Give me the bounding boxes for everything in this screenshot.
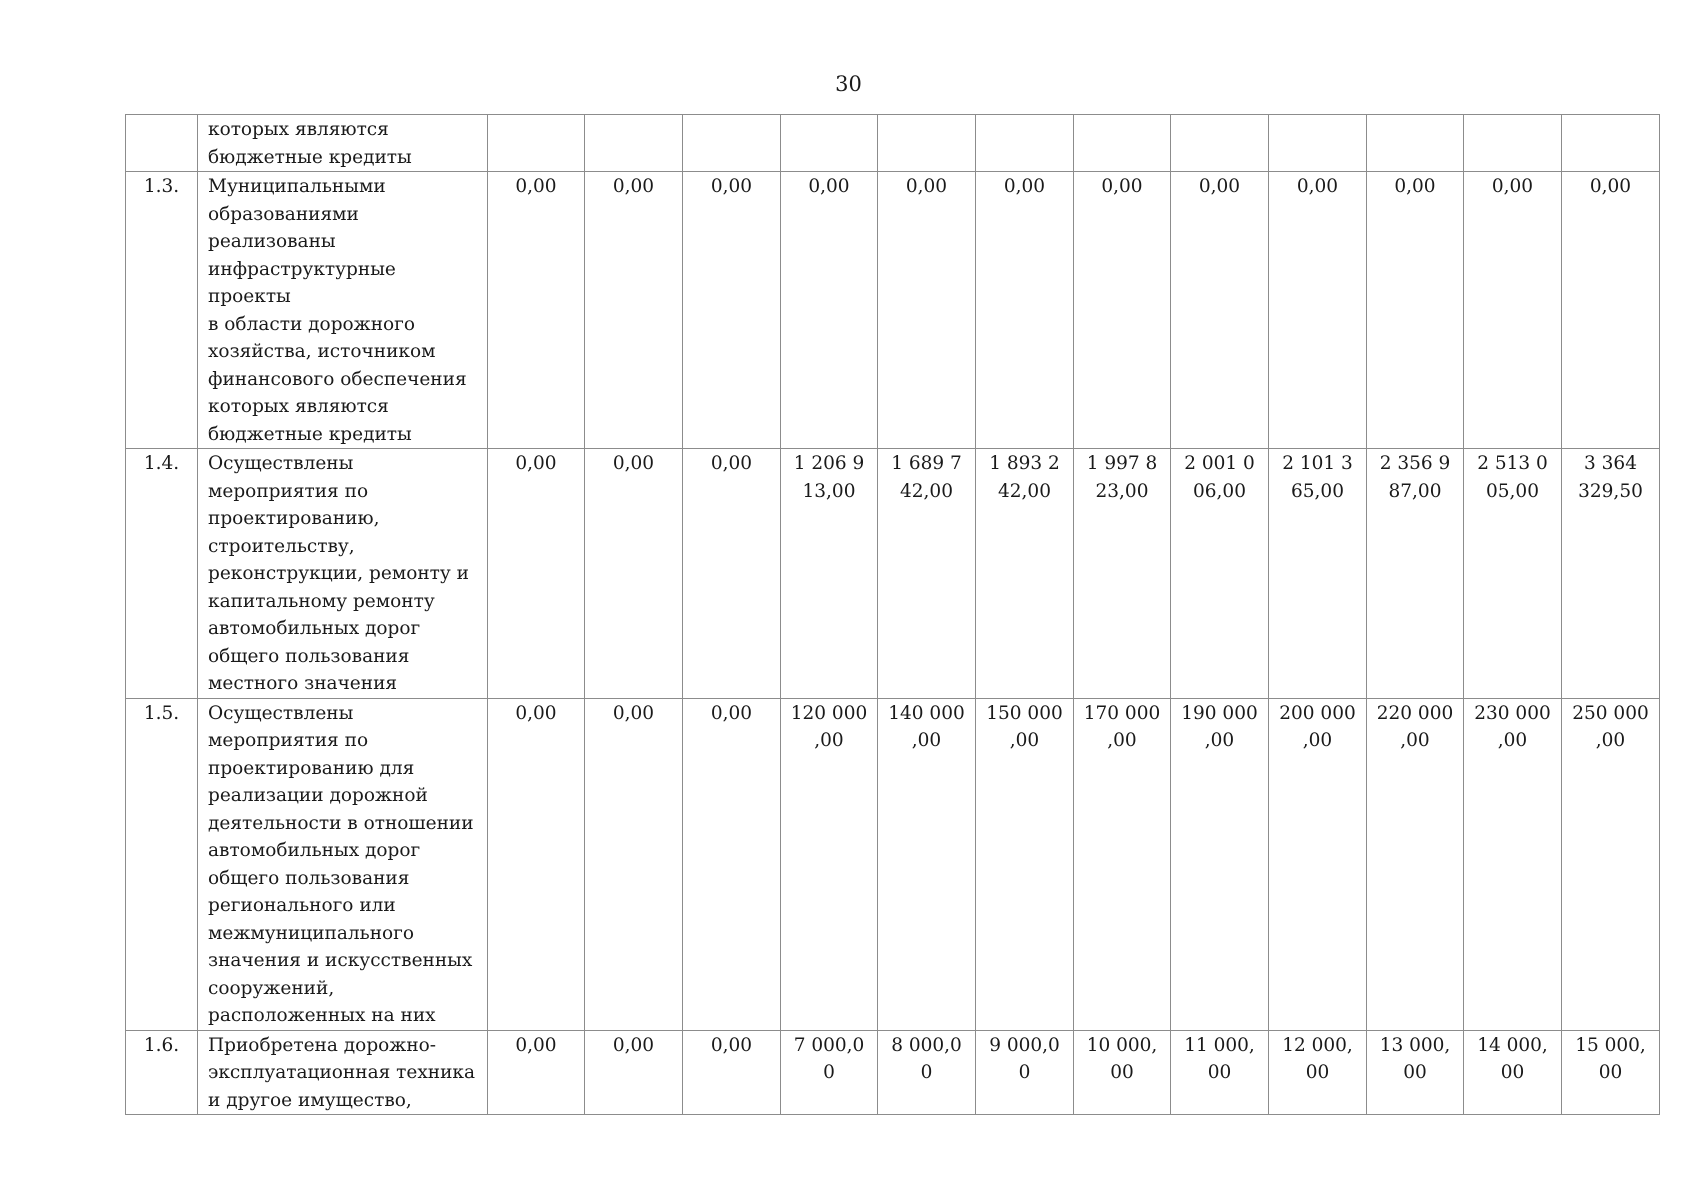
row-number bbox=[126, 115, 198, 172]
row-description: Приобретена дорожно- эксплуатационная техника и другое имущество, bbox=[198, 1030, 488, 1115]
value-cell: 3 364 329,50 bbox=[1562, 449, 1660, 699]
value-cell: 0,00 bbox=[683, 449, 781, 699]
value-cell bbox=[878, 115, 976, 172]
value-cell: 8 000,0 0 bbox=[878, 1030, 976, 1115]
value-cell: 2 101 3 65,00 bbox=[1269, 449, 1367, 699]
value-cell: 170 000 ,00 bbox=[1074, 698, 1171, 1030]
value-cell: 1 997 8 23,00 bbox=[1074, 449, 1171, 699]
value-cell bbox=[585, 115, 683, 172]
table-row bbox=[126, 698, 1660, 1030]
value-cell: 250 000 ,00 bbox=[1562, 698, 1660, 1030]
value-cell: 1 689 7 42,00 bbox=[878, 449, 976, 699]
page-number: 30 bbox=[835, 72, 862, 96]
value-cell bbox=[1269, 115, 1367, 172]
value-cell: 120 000 ,00 bbox=[781, 698, 878, 1030]
table-row bbox=[126, 1030, 1660, 1115]
value-cell: 190 000 ,00 bbox=[1171, 698, 1269, 1030]
value-cell: 150 000 ,00 bbox=[976, 698, 1074, 1030]
row-number: 1.6. bbox=[126, 1030, 198, 1115]
value-cell: 0,00 bbox=[585, 698, 683, 1030]
budget-table bbox=[125, 114, 1660, 1115]
value-cell bbox=[976, 115, 1074, 172]
value-cell: 0,00 bbox=[585, 172, 683, 449]
value-cell: 15 000, 00 bbox=[1562, 1030, 1660, 1115]
value-cell: 140 000 ,00 bbox=[878, 698, 976, 1030]
value-cell: 0,00 bbox=[585, 1030, 683, 1115]
value-cell bbox=[488, 115, 585, 172]
value-cell: 0,00 bbox=[1367, 172, 1464, 449]
table-row bbox=[126, 449, 1660, 699]
value-cell: 1 206 9 13,00 bbox=[781, 449, 878, 699]
row-description: Осуществлены мероприятия по проектированию, строительству, реконструкции, ремонту и капитальному ремонту автомобильных дорог общего пользования местного значения bbox=[198, 449, 488, 699]
value-cell: 14 000, 00 bbox=[1464, 1030, 1562, 1115]
row-description: Муниципальными образованиями реализованы инфраструктурные проекты в области дорожного хозяйства, источником финансового обеспечения которых являются бюджетные кредиты bbox=[198, 172, 488, 449]
value-cell: 1 893 2 42,00 bbox=[976, 449, 1074, 699]
value-cell: 0,00 bbox=[878, 172, 976, 449]
value-cell bbox=[1074, 115, 1171, 172]
value-cell: 7 000,0 0 bbox=[781, 1030, 878, 1115]
row-description: которых являются бюджетные кредиты bbox=[198, 115, 488, 172]
table-row bbox=[126, 172, 1660, 449]
value-cell: 0,00 bbox=[1464, 172, 1562, 449]
value-cell: 11 000, 00 bbox=[1171, 1030, 1269, 1115]
value-cell bbox=[781, 115, 878, 172]
value-cell: 0,00 bbox=[683, 1030, 781, 1115]
row-description: Осуществлены мероприятия по проектированию для реализации дорожной деятельности в отношении автомобильных дорог общего пользования регионального или межмуниципального значения и искусственных сооружений, расположенных на них bbox=[198, 698, 488, 1030]
row-number: 1.3. bbox=[126, 172, 198, 449]
value-cell: 0,00 bbox=[683, 698, 781, 1030]
row-number: 1.4. bbox=[126, 449, 198, 699]
row-number: 1.5. bbox=[126, 698, 198, 1030]
value-cell: 0,00 bbox=[976, 172, 1074, 449]
value-cell: 0,00 bbox=[585, 449, 683, 699]
value-cell: 220 000 ,00 bbox=[1367, 698, 1464, 1030]
value-cell: 0,00 bbox=[1171, 172, 1269, 449]
value-cell: 0,00 bbox=[1074, 172, 1171, 449]
value-cell: 12 000, 00 bbox=[1269, 1030, 1367, 1115]
value-cell: 0,00 bbox=[488, 698, 585, 1030]
value-cell bbox=[1562, 115, 1660, 172]
table-row bbox=[126, 115, 1660, 172]
value-cell: 2 356 9 87,00 bbox=[1367, 449, 1464, 699]
value-cell: 2 513 0 05,00 bbox=[1464, 449, 1562, 699]
value-cell: 230 000 ,00 bbox=[1464, 698, 1562, 1030]
value-cell bbox=[1367, 115, 1464, 172]
value-cell: 2 001 0 06,00 bbox=[1171, 449, 1269, 699]
value-cell: 0,00 bbox=[488, 1030, 585, 1115]
value-cell: 10 000, 00 bbox=[1074, 1030, 1171, 1115]
value-cell bbox=[1464, 115, 1562, 172]
value-cell: 0,00 bbox=[488, 172, 585, 449]
value-cell bbox=[683, 115, 781, 172]
value-cell: 200 000 ,00 bbox=[1269, 698, 1367, 1030]
value-cell: 0,00 bbox=[1562, 172, 1660, 449]
value-cell: 13 000, 00 bbox=[1367, 1030, 1464, 1115]
value-cell bbox=[1171, 115, 1269, 172]
value-cell: 9 000,0 0 bbox=[976, 1030, 1074, 1115]
value-cell: 0,00 bbox=[683, 172, 781, 449]
value-cell: 0,00 bbox=[781, 172, 878, 449]
value-cell: 0,00 bbox=[488, 449, 585, 699]
value-cell: 0,00 bbox=[1269, 172, 1367, 449]
